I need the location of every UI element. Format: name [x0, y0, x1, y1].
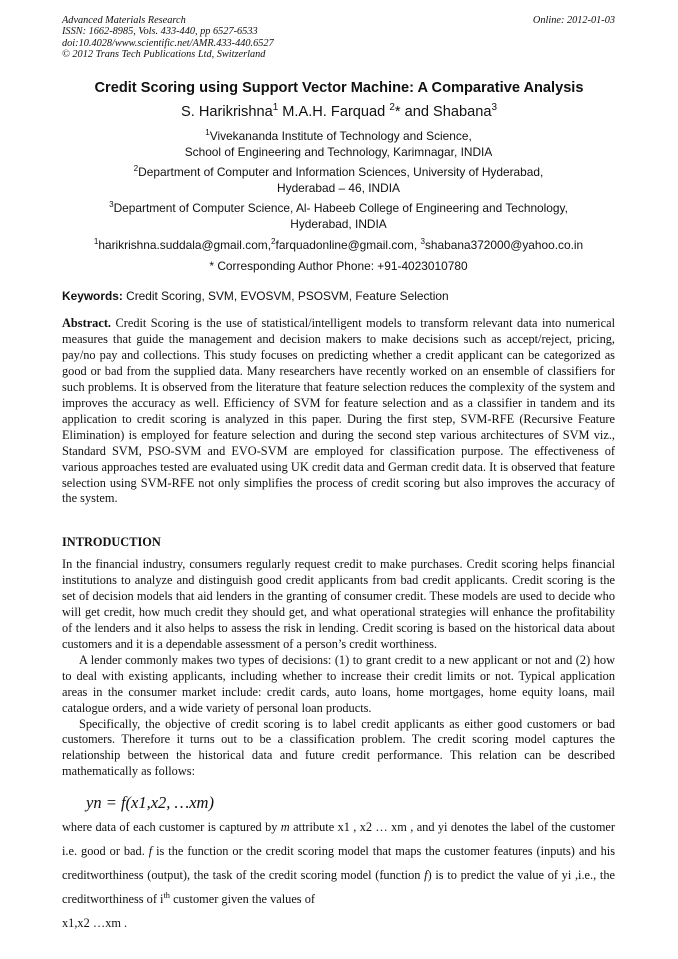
journal-name: Advanced Materials Research	[62, 15, 186, 26]
abstract-text: Credit Scoring is the use of statistical/intelligent models to transform relevant data into numerical measures that guide the management and decision makers to make decisions such as accept/reject, pricing, pay/no pay and collections. This study focuses on predicting whether a credit applicant can be categorized as good or bad from the supplied data. Many researchers have recently worked on an ensemble of classifiers for such problems. It is observed from the literature that feature selection reduces the complexity of the system and improves the accuracy as well. Efficiency of SVM for feature selection and as a classifier in tandem and its application to credit scoring is analyzed in this paper. During the first step, SVM-RFE (Recursive Feature Elimination) is employed for feature selection and during the second step various architectures of SVM viz., Standard SVM, PSO-SVM and EVO-SVM are employed for classification purpose. The effectiveness of various approaches tested are evaluated using UK credit data and German credit data. It is observed that feature selection using SVM-RFE not only simplifies the process of credit scoring but also improves the accuracy of the system.	[62, 316, 615, 506]
email-2[interactable]: farquadonline@gmail.com,	[275, 238, 421, 252]
authors-line: S. Harikrishna$^1$ M.A.H. Farquad $^2$* and Shabana$^3$	[181, 102, 497, 120]
intro-paragraph-2: A lender commonly makes two types of decisions: (1) to grant credit to a new applicant or not and (2) how to deal with existing applicants, including whether to increase their credit limits or not. Typical application areas in the consumer market include: credit cards, auto loans, home mortgages, home equity loans, mail catalogue orders, and a wide variety of personal loan products.	[62, 652, 615, 715]
doi-line: doi:10.4028/www.scientific.net/AMR.433-440.6527	[62, 37, 274, 49]
scoring-equation: yn = f(x1,x2, …xm)	[86, 793, 214, 812]
author-3: * and Shabana	[394, 104, 492, 120]
online-date: Online: 2012-01-03	[532, 15, 615, 26]
introduction-body	[62, 557, 615, 780]
corresponding-author: * Corresponding Author Phone: +91-4023010780	[209, 259, 468, 273]
intro-paragraph-3: Specifically, the objective of credit scoring is to label credit applicants as either good customers or bad customers. Therefore it turns out to be a classification problem. The credit scoring model captures the relationship between the historical data and future credit performance. This relation can be described mathematically as follows:	[62, 716, 615, 779]
intro-paragraph-1: In the financial industry, consumers regularly request credit to make purchases. Credit scoring helps financial institutions to analyze and distinguish good credit applicants from bad credit applicants. Credit scoring is the set of decision models that aid lenders in the granting of consumer credit. These models are used to decide who will get credit, how much credit they should get, and what operational strategies will enhance the profitability of the lenders and it also helps to assess the risk in lending. Credit scoring is based on the historical data about customers and it is a dependable assessment of a person’s credit worthiness.	[62, 557, 615, 651]
keywords-label: Keywords:	[62, 289, 123, 303]
email-3[interactable]: shabana372000@yahoo.co.in	[424, 238, 584, 252]
author-1: S. Harikrishna	[181, 104, 273, 120]
copyright-line: © 2012 Trans Tech Publications Ltd, Switzerland	[62, 49, 266, 61]
abstract-label: Abstract.	[62, 316, 112, 330]
affiliation-3: $^3$Department of Computer Science, Al- Habeeb College of Engineering and Technology, Hyderabad, INDIA	[109, 200, 568, 231]
emails-line: $^1$harikrishna.suddala@gmail.com,$^2$farquadonline@gmail.com, $^3$shabana372000@yahoo.co.in	[93, 237, 584, 252]
journal-header	[62, 15, 615, 61]
section-heading-introduction: INTRODUCTION	[62, 535, 161, 549]
keywords	[62, 289, 449, 303]
issn-line: ISSN: 1662-8985, Vols. 433-440, pp 6527-6533	[62, 26, 258, 38]
affiliation-2: $^2$Department of Computer and Information Sciences, University of Hyderabad, Hyderabad – 46, INDIA	[133, 164, 544, 195]
keywords-text: Credit Scoring, SVM, EVOSVM, PSOSVM, Feature Selection	[122, 289, 449, 303]
intro-paragraph-4: where data of each customer is captured by m attribute x1 , x2 … xm , and yi denotes the label of the customer i.e. good or bad. f is the function or the credit scoring model that maps the customer features (inputs) and his creditworthiness (output), the task of the credit scoring model (function f) is to predict the value of yi ,i.e., the creditworthiness of $i^{th}$ customer given the values of x1,x2 …xm .	[62, 820, 616, 930]
affiliation-1: $^1$Vivekananda Institute of Technology and Science, School of Engineering and Technology, Karimnagar, INDIA	[184, 128, 493, 159]
email-1[interactable]: harikrishna.suddala@gmail.com,	[98, 238, 272, 252]
paper-title: Credit Scoring using Support Vector Machine: A Comparative Analysis	[94, 80, 584, 96]
abstract	[62, 316, 615, 507]
author-2: M.A.H. Farquad	[278, 104, 390, 120]
